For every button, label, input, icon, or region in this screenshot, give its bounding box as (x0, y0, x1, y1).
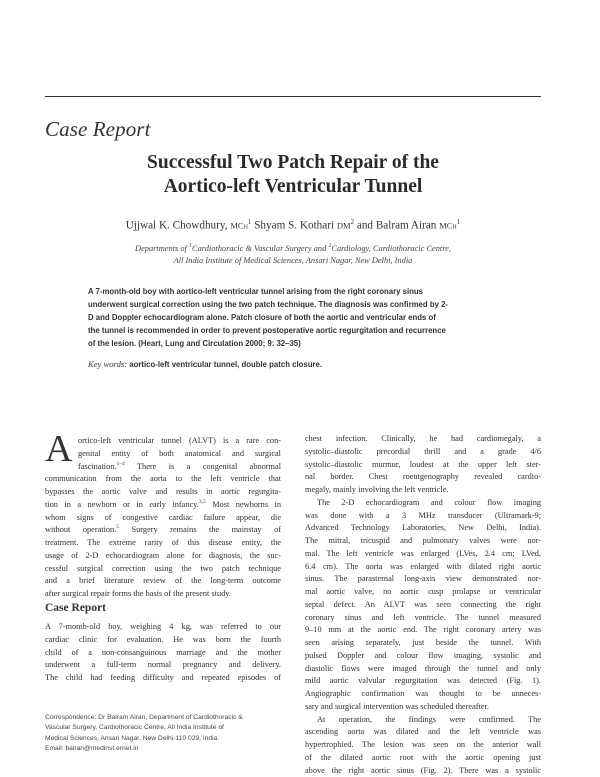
text-line: nal border. Chest roentgenography revealed cardio- (305, 471, 541, 484)
text-line: diastolic flows were imaged through the tunnel and only (305, 663, 541, 676)
text-line: systolic–diastolic murmur, loudest at the upper left ster- (305, 459, 541, 472)
title-line-1: Successful Two Patch Repair of the (45, 151, 541, 175)
text-line: was done with a 3 MHz transducer (Ultramark-9; (305, 510, 541, 523)
header-rule (45, 96, 541, 97)
author-2-degree: DM (337, 221, 351, 231)
text-line: At operation, the findings were confirmed. The (305, 714, 541, 727)
author-2-name: Shyam S. Kothari (254, 220, 334, 232)
text-line: 6.4 cm). The aorta was enlarged with dilated right aortic (305, 561, 541, 574)
abstract (88, 285, 508, 350)
abstract-line: of the lesion. (Heart, Lung and Circulation 2000; 9: 32–35) (88, 337, 508, 350)
author-2-affil: 2 (351, 218, 355, 226)
text-line: The 2-D echocardiogram and colour flow imaging (305, 497, 541, 510)
text-line: mal. The left ventricle was enlarged (LVes, 2.4 cm; LVed, (305, 548, 541, 561)
text-line: tion in a newborn or in early infancy.$^{3,5}$ Most newborns in (45, 499, 281, 512)
intro-paragraph (45, 435, 281, 601)
right-column (305, 433, 541, 777)
keywords (88, 359, 508, 369)
text-line: Angiographic confirmation was thought to be unneces- (305, 688, 541, 701)
text-line: bypasses the aortic valve and results in aortic regurgita- (45, 486, 281, 499)
author-3-name: and Balram Airan (357, 220, 437, 232)
abstract-line: underwent surgical correction using the two patch technique. The diagnosis was confirmed by 2- (88, 298, 508, 311)
case-report-heading: Case Report (45, 602, 106, 614)
text-line: seen arising separately, just beside the tunnel. With (305, 637, 541, 650)
text-line: chest infection. Clinically, he had cardiomegaly, a (305, 433, 541, 446)
author-3-affil: 1 (457, 218, 461, 226)
text-line: child of a non-consanguinous marriage and the mother (45, 647, 281, 660)
abstract-line: the tunnel is recommended in order to prevent postoperative aortic regurgitation and recurrence (88, 324, 508, 337)
article-title (45, 151, 541, 199)
text-line: systolic–diastolic precordial thrill and a grade 4/6 (305, 446, 541, 459)
text-line: of the dilated aortic root with the aortic opening just (305, 752, 541, 765)
title-line-2: Aortico-left Ventricular Tunnel (45, 175, 541, 199)
text-line: The mitral, tricuspid and pulmonary valves were nor- (305, 535, 541, 548)
footnote-email[interactable]: Email: bairan@medinst.ernet.in (45, 744, 281, 754)
text-line: coronary sinus and left ventricle. The tunnel measured (305, 612, 541, 625)
footnote-line: Medical Sciences, Ansari Nagar, New Delhi-110 029, India. (45, 734, 281, 744)
case-paragraph (45, 621, 281, 685)
keywords-label: Key words: (88, 359, 127, 369)
text-line: The child had feeding difficulty and repeated episodes of (45, 672, 281, 685)
author-3-degree: MCh (439, 221, 457, 231)
text-line: fascination.$^{1-4}$ There is a congenital abnormal (45, 461, 281, 474)
correspondence-footnote (45, 713, 281, 754)
section-label: Case Report (45, 117, 151, 142)
text-line: cessful surgical correction using the two patch technique (45, 563, 281, 576)
author-1-name: Ujjwal K. Chowdhury, (126, 220, 228, 232)
text-line: mild aortic valvular regurgitation was detected (Fig. 1). (305, 675, 541, 688)
text-line: genital entity of both anatomical and surgical (45, 448, 281, 461)
text-line: treatment. The extreme rarity of this disease entity, the (45, 537, 281, 550)
author-list (45, 218, 541, 232)
drop-cap: A (45, 432, 72, 466)
text-line: 9–10 mm at the aortic end. The right coronary artery was (305, 624, 541, 637)
text-line: ortico-left ventricular tunnel (ALVT) is a rare con- (45, 435, 281, 448)
abstract-line: A 7-month-old boy with aortico-left ventricular tunnel arising from the right coronary sinus (88, 285, 508, 298)
text-line: above the right aortic sinus (Fig. 2). There was a systolic (305, 765, 541, 777)
text-line: cardiac clinic for evaluation. He was born the fourth (45, 634, 281, 647)
text-line: septal defect. An ALVT was seen connecting the right (305, 599, 541, 612)
text-line: without operation.$^5$ Surgery remains the mainstay of (45, 524, 281, 537)
text-line: whom signs of congestive cardiac failure appear, die (45, 512, 281, 525)
text-line: usage of 2-D echocardiogram alone for diagnosis, the suc- (45, 550, 281, 563)
abstract-line: D and Doppler echocardiogram alone. Patch closure of both the aortic and ventricular ends of (88, 311, 508, 324)
text-line: sary and surgical intervention was scheduled thereafter. (305, 701, 541, 714)
text-line: underwent a full-term normal pregnancy and delivery. (45, 659, 281, 672)
text-line: sinus. The parasternal long-axis view demonstrated nor- (305, 573, 541, 586)
affiliations (45, 240, 541, 267)
affiliation-line-1: Departments of $^1$Cardiothoracic & Vascular Surgery and $^2$Cardiology, Cardiothoracic Centre, (45, 240, 541, 255)
text-line: communication from the aorta to the left ventricle that (45, 473, 281, 486)
author-1-affil: 1 (248, 218, 252, 226)
text-line: hypertrophied. The lesion was seen on the anterior wall (305, 739, 541, 752)
text-line: pulsed Doppler and colour flow imaging, systolic and (305, 650, 541, 663)
author-1-degree: MCh (230, 221, 248, 231)
text-line: A 7-month-old boy, weighing 4 kg, was referred to our (45, 621, 281, 634)
keywords-text: aortico-left ventricular tunnel, double patch closure. (127, 360, 322, 369)
text-line: ascending aorta was dilated and the left ventricle was (305, 726, 541, 739)
text-line: and a brief literature review of the long-term outcome (45, 575, 281, 588)
text-line: Advanced Technology Laboratories, New Delhi, India). (305, 522, 541, 535)
affiliation-line-2: All India Institute of Medical Sciences, Ansari Nagar, New Delhi, India (45, 255, 541, 267)
text-line: megaly, mainly involving the left ventricle. (305, 484, 541, 497)
text-line: mal aortic valve, no aortic cusp prolapse or ventricular (305, 586, 541, 599)
text-line: after surgical repair forms the basis of the present study. (45, 588, 281, 601)
footnote-line: Vascular Surgery, Cardiothoracic Centre, All India Institute of (45, 723, 281, 733)
footnote-line: Correspondence: Dr Balram Airan, Department of Cardiothoracic & (45, 713, 281, 723)
